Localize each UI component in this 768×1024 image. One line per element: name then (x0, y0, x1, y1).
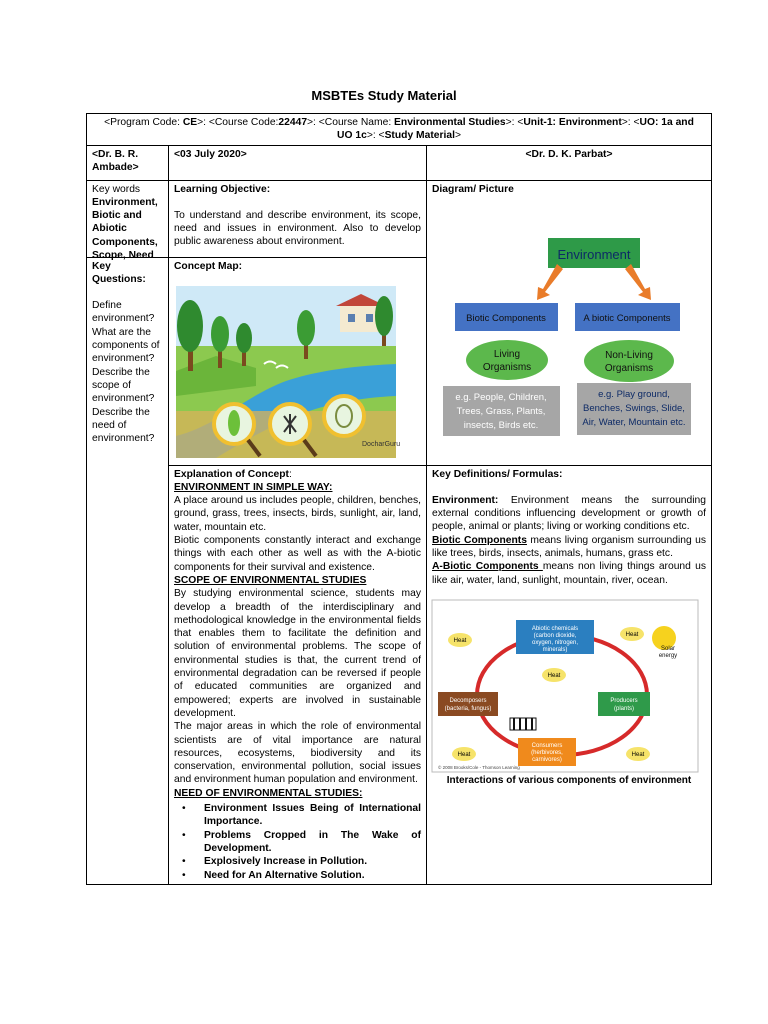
abiotic-definition: A-Biotic Components means non living things around us like air, water, land, sunlight, mountain, river, ocean. (432, 561, 706, 586)
concept-map-illustration (176, 286, 401, 458)
living-oval-line-1: Living (493, 348, 521, 360)
left-arrow-icon (537, 264, 563, 300)
learning-objective-heading: Learning Objective: (174, 183, 271, 195)
svg-text:oxygen, nitrogen,: oxygen, nitrogen, (531, 639, 579, 646)
course-header: <Program Code: CE>: <Course Code:22447>: <Course Name: Environmental Studies>: <Unit-1: Environment>: <UO: 1a and UO 1c>: <Study Material> (87, 114, 712, 146)
biotic-definition: Biotic Components means living organism surrounding us like trees, birds, insects, animals, humans, grass etc. (432, 534, 707, 560)
date: <03 July 2020> (174, 148, 247, 160)
definitions-cell (427, 465, 712, 884)
simple-way-paragraph-2: Biotic components constantly interact and exchange things with each other as well as with the A-biotic components for their survival and existence. (174, 535, 421, 573)
unit-name: Unit-1: Environment (523, 117, 622, 128)
nonliving-example-2: Benches, Swings, Slide, (583, 402, 685, 414)
svg-text:Solar: Solar (660, 645, 676, 652)
program-code: CE (182, 117, 198, 128)
authors-row (87, 145, 712, 180)
explanation-heading: Explanation of Concept: (174, 468, 292, 480)
svg-text:Heat: Heat (457, 751, 471, 758)
nonliving-oval (584, 340, 674, 382)
zebra-icon (510, 718, 536, 730)
definitions-heading: Key Definitions/ Formulas: (432, 468, 563, 480)
svg-text:(bacteria, fungus): (bacteria, fungus) (444, 705, 492, 712)
svg-text:(carbon dioxide,: (carbon dioxide, (533, 632, 577, 639)
uo-code: UO: 1a and UO 1c (337, 117, 694, 142)
svg-text:carnivores): carnivores) (532, 756, 562, 763)
simple-way-paragraph-1: A place around us includes people, children, benches, ground, grass, trees, insects, birds, sunlight, air, land, water, mountain etc. (174, 495, 421, 533)
concept-map-watermark: DocharGuru (362, 440, 401, 448)
key-questions-text: Define environment? What are the components of environment? Describe the scope of environment? Describe the need of environment? (92, 300, 160, 445)
decomposers-box (438, 692, 498, 716)
living-example-3: insects, Birds etc. (463, 419, 539, 431)
svg-text:Heat: Heat (547, 672, 561, 679)
svg-text:Producers: Producers (610, 697, 638, 704)
scope-paragraph-1: By studying environmental science, students may develop a breadth of the interdisciplinary and methodological knowledge in the environmental fields that enables them to facilitate the definition and solution of environmental problems. The scope of environmental studies is that, the current trend of environmental degradation can be reversed if people of educated communities are organized and empowered; experts are involved in sustainable development. (174, 588, 421, 719)
svg-text:energy: energy (658, 652, 678, 659)
key-questions-heading: Key Questions: (92, 260, 146, 285)
environment-label: Environment (557, 246, 631, 262)
abiotic-box-label: A biotic Components (583, 312, 671, 324)
learning-objective-text: To understand and describe environment, its scope, need and issues in environment. Also to develop public awareness about environment. (174, 209, 421, 248)
study-material-table (86, 113, 712, 885)
living-example-2: Trees, Grass, Plants, (456, 405, 546, 417)
explanation-cell (169, 465, 427, 884)
cycle-caption: Interactions of various components of environment (446, 774, 692, 786)
header-row (87, 114, 712, 146)
concept-map-heading: Concept Map: (174, 260, 243, 272)
keywords-label: Key words (92, 183, 141, 195)
keywords-terms: Environment, Biotic and Abiotic Components, Scope, Need (92, 196, 158, 262)
scope-paragraph-2: The major areas in which the role of environmental scientists are of vital importance are natural resources, ecosystems, biodiversity and its conservation, environmental pollution, social issues and environment human population and environment. (174, 721, 421, 786)
environment-diagram (432, 216, 702, 441)
need-item: • Explosively Increase in Pollution. (188, 855, 421, 868)
doc-type: Study Material (384, 130, 455, 142)
svg-text:(plants): (plants) (613, 705, 635, 712)
living-oval (466, 340, 548, 380)
living-example-1: e.g. People, Children, (455, 391, 547, 403)
need-item: • Problems Cropped in The Wake of Development. (188, 829, 421, 856)
nonliving-example-1: e.g. Play ground, (598, 388, 670, 400)
ecosystem-cycle-diagram (432, 600, 698, 772)
scope-heading: SCOPE OF ENVIRONMENTAL STUDIES (174, 574, 367, 586)
author-left: <Dr. B. R. Ambade> (92, 148, 139, 173)
svg-text:Heat: Heat (453, 637, 467, 644)
nonliving-oval-line-1: Non-Living (605, 349, 653, 361)
svg-text:minerals): minerals) (542, 646, 568, 653)
course-name: Environmental Studies (394, 117, 506, 128)
need-heading: NEED OF ENVIRONMENTAL STUDIES: (174, 787, 363, 799)
environment-definition: Environment: Environment means the surrounding external conditions influencing development or growth of people, animal or plants; living or working conditions etc. (432, 494, 707, 533)
objective-row (87, 180, 712, 257)
magnifier-3 (324, 396, 364, 436)
keywords-cell (92, 183, 163, 262)
content-row (87, 465, 712, 884)
need-item: • Need for An Alternative Solution. (188, 869, 421, 882)
page-title: MSBTEs Study Material (311, 88, 457, 103)
right-arrow-icon (625, 264, 651, 300)
author-right: <Dr. D. K. Parbat> (525, 148, 613, 160)
nonliving-example-3: Air, Water, Mountain etc. (582, 416, 686, 428)
svg-text:Decomposers: Decomposers (449, 697, 487, 704)
nonliving-oval-line-2: Organisms (604, 362, 654, 374)
svg-text:© 2008 Brooks/Cole - Thomson L: © 2008 Brooks/Cole - Thomson Learning (438, 764, 520, 770)
svg-text:Heat: Heat (631, 751, 645, 758)
need-list (174, 802, 421, 882)
producers-box (598, 692, 650, 716)
course-code: 22447 (278, 117, 308, 128)
biotic-box-label: Biotic Components (466, 312, 546, 324)
diagram-heading: Diagram/ Picture (432, 183, 514, 195)
svg-text:Consumers: Consumers (531, 742, 563, 749)
living-oval-line-2: Organisms (482, 361, 532, 373)
simple-way-heading: ENVIRONMENT IN SIMPLE WAY: (174, 481, 333, 493)
svg-text:(herbivores,: (herbivores, (531, 749, 563, 756)
svg-text:Heat: Heat (625, 631, 639, 638)
svg-text:Abiotic chemicals: Abiotic chemicals (531, 625, 579, 632)
need-item: • Environment Issues Being of International Importance. (188, 802, 421, 829)
